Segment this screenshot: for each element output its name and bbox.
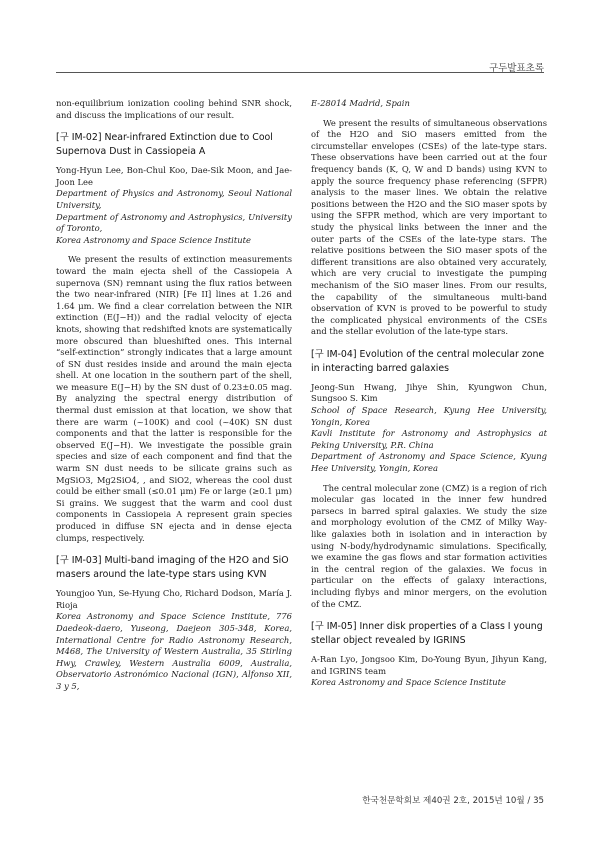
abstract-body-im04: The central molecular zone (CMZ) is a region of rich molecular gas located in the inner few hundred parsecs in barred spiral galaxies. We study the size and morphology evolution of the CMZ of Milky Way-like galaxies both in isolation and in interaction by using N-body/hydrodynamic simulations. Specifically, we examine the gas flows and star formation activities in the central region of the galaxies. We focus in particular on the effects of galaxy interactions, including flybys and minor mergers, on the evolution of the CMZ. <box>311 482 547 609</box>
abstract-title-im02: [구 IM-02] Near-infrared Extinction due to Cool Supernova Dust in Cassiopeia A <box>56 132 273 158</box>
authors-im04: Jeong-Sun Hwang, Jihye Shin, Kyungwon Chun, Sungsoo S. Kim <box>311 381 547 404</box>
continued-text: non-equilibrium ionization cooling behind SNR shock, and discuss the implications of our result. <box>56 98 292 120</box>
page-footer: 한국천문학회보 제40권 2호, 2015년 10월 / 35 <box>362 796 544 806</box>
left-column <box>56 98 292 693</box>
right-column <box>311 98 547 689</box>
affiliation-2: Department of Astronomy and Astrophysics, University of Toronto, <box>56 211 292 234</box>
affiliation-1: Department of Physics and Astronomy, Seoul National University, <box>56 188 292 210</box>
authors-im03: Youngjoo Yun, Se-Hyung Cho, Richard Dodson, María J. Rioja <box>56 588 292 610</box>
continued-affiliation: E-28014 Madrid, Spain <box>311 98 410 108</box>
header-rule <box>56 72 544 73</box>
affiliation-im05: Korea Astronomy and Space Science Institute <box>311 677 506 688</box>
authors-im05: A-Ran Lyo, Jongsoo Kim, Do-Young Byun, Jihyun Kang, and IGRINS team <box>311 654 547 676</box>
affiliations-im03: Korea Astronomy and Space Science Institute, 776 Daedeok-daero, Yuseong, Daejeon 305-348, Korea, International Centre for Radio Astronomy Research, M468, The University of Western Australia, 35 Stirling Hwy, Crawley, Western Australia 6009, Australia, Observatorio Astronómico Nacional (IGN), Alfonso XII, 3 y 5, <box>56 611 292 691</box>
authors-im02: Yong-Hyun Lee, Bon-Chul Koo, Dae-Sik Moon, and Jae-Joon Lee <box>56 165 292 187</box>
abstract-title-im03: [구 IM-03] Multi-band imaging of the H2O and SiO masers around the late-type stars using KVN <box>56 555 289 581</box>
section-header: 구두발표초록 <box>488 63 544 74</box>
affiliation-3: Department of Astronomy and Space Science, Kyung Hee University, Yongin, Korea <box>311 451 547 474</box>
affiliation-1: School of Space Research, Kyung Hee University, Yongin, Korea <box>311 405 547 427</box>
abstract-title-im04: [구 IM-04] Evolution of the central molecular zone in interacting barred galaxies <box>311 348 545 374</box>
affiliation-2: Kavli Institute for Astronomy and Astrophysics at Peking University, P.R. China <box>311 428 547 450</box>
abstract-body-im02: We present the results of extinction measurements toward the main ejecta shell of the Cassiopeia A supernova (SN) remnant using the flux ratios between the two near-infrared (NIR) [Fe II] lines at 1.26 and 1.64 μm. We find a clear correlation between the NIR extinction (E(J−H)) and the radial velocity of ejecta knots, showing that redshifted knots are systematically more obscured than blueshifted ones. This internal “self-extinction” strongly indicates that a large amount of SN dust resides inside and around the main ejecta shell. At one location in the southern part of the shell, we measure E(J−H) by the SN dust of 0.23±0.05 mag. By analyzing the spectral energy distribution of thermal dust emission at that location, we show that there are warm (~100K) and cool (~40K) SN dust components and that the latter is responsible for the observed E(J−H). We investigate the possible grain species and size of each component and find that the warm SN dust needs to be silicate grains such as MgSiO3, Mg2SiO4, , and SiO2, whereas the cool dust could be either small (≤0.01 μm) Fe or large (≥0.1 μm) Si grains. We suggest that the warm and cool dust components in Cassiopeia A represent grain species produced in diffuse SN ejecta and in dense ejecta clumps, respectively. <box>56 254 292 543</box>
abstract-body-im03: We present the results of simultaneous observations of the H2O and SiO masers emitted from the circumstellar envelopes (CSEs) of the late-type stars. These observations have been carried out at the four frequency bands (K, Q, W and D bands) using KVN to apply the source frequency phase referencing (SFPR) analysis to the maser lines. We obtain the relative positions between the H2O and the SiO maser spots by using the SFPR method, which are very important to study the physical links between the inner and the outer parts of the CSEs of the late-type stars. The relative positions between the SiO maser spots of the different transitions are also obtained very accurately, which are very crucial to investigate the pumping mechanism of the SiO maser lines. From our results, the capability of the simultaneous multi-band observation of KVN is proved to be powerful to study the complicated physical environments of the CSEs and the stellar evolution of the late-type stars. <box>311 117 547 337</box>
affiliation-3: Korea Astronomy and Space Science Institute <box>56 234 251 245</box>
abstract-title-im05: [구 IM-05] Inner disk properties of a Class I young stellar object revealed by IGRINS <box>311 621 543 647</box>
